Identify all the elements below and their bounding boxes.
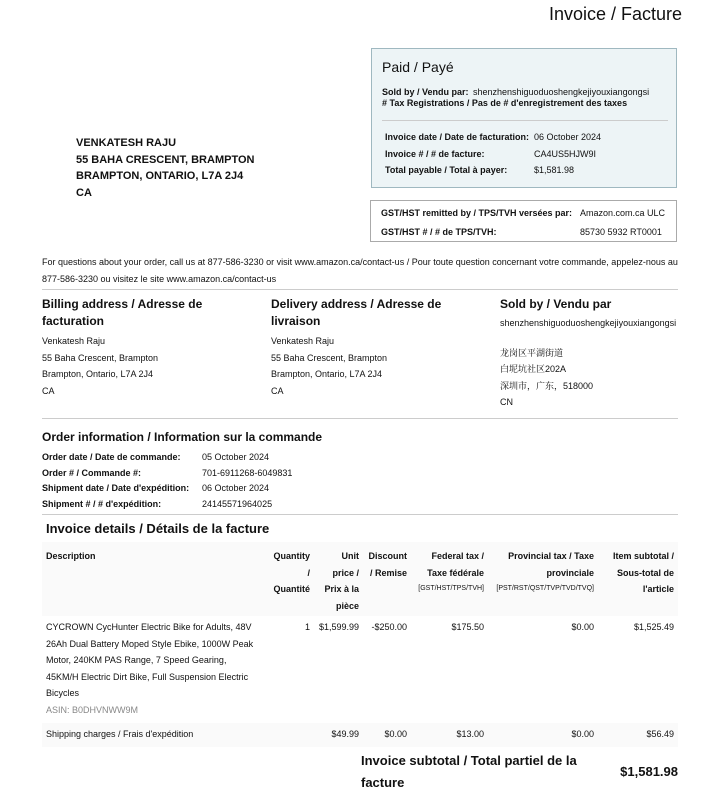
col-description: Description [46,551,96,561]
shipping-description: Shipping charges / Frais d'expédition [46,729,194,739]
divider [382,120,668,121]
shipping-unit-price: $49.99 [331,729,359,739]
invoice-subtotal-label-line: facture [361,775,405,790]
col-unit-price-line: price / [332,567,359,578]
billing-heading-line: Billing address / Adresse de [42,297,203,311]
gst-remitted-label: GST/HST remitted by / TPS/TVH versées par: [381,208,573,218]
billing-line: Venkatesh Raju [42,336,106,346]
gst-remitted-value: Amazon.com.ca ULC [580,208,666,218]
seller-line: 白坭坑社区202A [500,364,567,374]
invoice-number-label: Invoice # / # de facture: [385,149,485,159]
delivery-line: Venkatesh Raju [271,336,335,346]
order-info-heading: Order information / Information sur la commande [42,430,323,444]
billing-line: CA [42,385,55,396]
item-federal-tax: $175.50 [451,622,484,632]
item-asin: ASIN: B0DHVNWW9M [46,704,139,715]
item-description-line: CYCROWN CycHunter Electric Bike for Adults, 48V [46,622,252,632]
item-quantity: 1 [304,622,310,632]
col-discount-line: / Remise [369,567,407,578]
col-federal-tax-line: Federal tax / [431,551,484,561]
col-quantity-line: Quantité [273,584,310,594]
gst-number-label: GST/HST # / # de TPS/TVH: [381,227,497,237]
delivery-line: 55 Baha Crescent, Brampton [271,352,388,363]
delivery-line: Brampton, Ontario, L7A 2J4 [271,369,383,379]
invoice-title: Invoice / Facture [548,4,682,24]
gst-number-value: 85730 5932 RT0001 [580,227,662,237]
col-discount-line: Discount [368,551,407,561]
invoice-date-value: 06 October 2024 [534,132,602,142]
billing-line: 55 Baha Crescent, Brampton [42,352,159,363]
shipping-federal-tax: $13.00 [456,729,484,739]
delivery-address [271,296,491,399]
col-item-subtotal [600,548,674,598]
customer-line: VENKATESH RAJU [76,137,177,149]
col-item-subtotal-line: Item subtotal / [612,551,674,561]
customer-line: CA [76,186,92,199]
item-description [46,619,261,718]
item-subtotal: $1,525.49 [633,622,674,632]
payment-summary-box [371,48,677,188]
item-description-line: Bicycles [46,688,80,698]
customer-line: 55 BAHA CRESCENT, BRAMPTON [76,153,255,166]
billing-heading-line: facturation [42,314,105,328]
divider [42,289,678,290]
invoice-date-label: Invoice date / Date de facturation: [385,132,530,142]
col-provincial-tax [487,548,594,598]
delivery-heading [271,296,491,330]
shipping-provincial-tax: $0.00 [571,729,594,739]
shipping-subtotal: $56.49 [646,729,674,739]
seller-heading: Sold by / Vendu par [500,297,612,311]
payment-status: Paid / Payé [382,59,454,75]
order-info-value: 701-6911268-6049831 [202,467,293,478]
item-provincial-tax: $0.00 [571,622,594,632]
order-info-label: Order # / Commande #: [42,467,142,478]
gst-remittance-box [370,200,677,242]
order-info-label: Shipment # / # d'expédition: [42,498,162,509]
billing-address [42,296,262,399]
total-payable-label: Total payable / Total à payer: [385,165,508,175]
item-description-line: 45KM/H Electric Dirt Bike, Full Suspension Electric [46,671,249,682]
divider [42,418,678,419]
col-quantity [262,548,310,598]
tax-registration-note: # Tax Registrations / Pas de # d'enregistrement des taxes [382,98,628,108]
col-provincial-tax-line: provinciale [546,567,594,578]
col-quantity-line: Quantity [273,551,310,561]
seller-line: CN [500,397,513,407]
col-federal-tax-line: Taxe fédérale [427,567,484,578]
col-unit-price-line: pièce [335,600,359,611]
billing-heading [42,296,262,330]
seller-line: 龙岗区平湖街道 [500,347,564,358]
seller-address [500,296,680,411]
total-payable-value: $1,581.98 [534,165,575,175]
item-discount: -$250.00 [371,622,407,632]
col-unit-price-line: Unit [341,551,359,561]
item-unit-price: $1,599.99 [318,622,359,632]
billing-line: Brampton, Ontario, L7A 2J4 [42,369,154,379]
order-info-value: 05 October 2024 [202,452,270,462]
invoice-subtotal-label [361,750,577,794]
col-unit-price-line: Prix à la [324,584,359,594]
col-provincial-tax-line: Provincial tax / Taxe [508,551,594,561]
order-info-value: 24145571964025 [202,498,273,509]
order-info-values [202,450,292,512]
col-discount [362,548,407,581]
col-item-subtotal-line: Sous-total de [616,567,674,578]
delivery-line: CA [271,385,284,396]
order-info-labels [42,450,189,512]
item-description-line: 26Ah Dual Battery Moped Style Ebike, 1000W Peak [46,638,254,649]
shipping-discount: $0.00 [384,729,407,739]
seller-line: 深圳市，广东，518000 [500,380,594,391]
divider [42,514,678,515]
invoice-number-value: CA4US5HJW9I [534,149,597,159]
order-info-value: 06 October 2024 [202,483,270,493]
col-quantity-line: / [307,567,310,578]
col-unit-price [313,548,359,614]
col-provincial-tax-line: [PST/RST/QST/TVP/TVD/TVQ] [496,585,594,592]
invoice-subtotal-label-line: Invoice subtotal / Total partiel de la [361,753,577,768]
delivery-heading-line: livraison [271,314,321,328]
delivery-heading-line: Delivery address / Adresse de [271,297,442,311]
sold-by-value: shenzhenshiguoduoshengkejiyouxiangongsi [472,87,650,97]
col-federal-tax-line: [GST/HST/TPS/TVH] [418,585,484,592]
order-info-label: Shipment date / Date d'expédition: [42,483,190,493]
customer-line: BRAMPTON, ONTARIO, L7A 2J4 [76,170,244,182]
seller-name: shenzhenshiguoduoshengkejiyouxiangongsi [500,318,677,328]
col-federal-tax [410,548,484,598]
sold-by-label: Sold by / Vendu par: [382,87,469,97]
invoice-subtotal-value: $1,581.98 [620,764,678,779]
invoice-details-heading: Invoice details / Détails de la facture [46,521,270,536]
order-info-label: Order date / Date de commande: [42,452,181,462]
customer-address [76,135,254,201]
col-item-subtotal-line: l'article [642,584,674,594]
contact-note: For questions about your order, call us at 877-586-3230 or visit www.amazon.ca/contact-us / Pour toute question concernant votre commande, appelez-nous au 877-586-3230 ou visitez le site www.amazon.ca/contact-us [42,257,678,284]
item-description-line: Motor, 240KM PAS Range, 7 Speed Gearing, [46,655,227,665]
